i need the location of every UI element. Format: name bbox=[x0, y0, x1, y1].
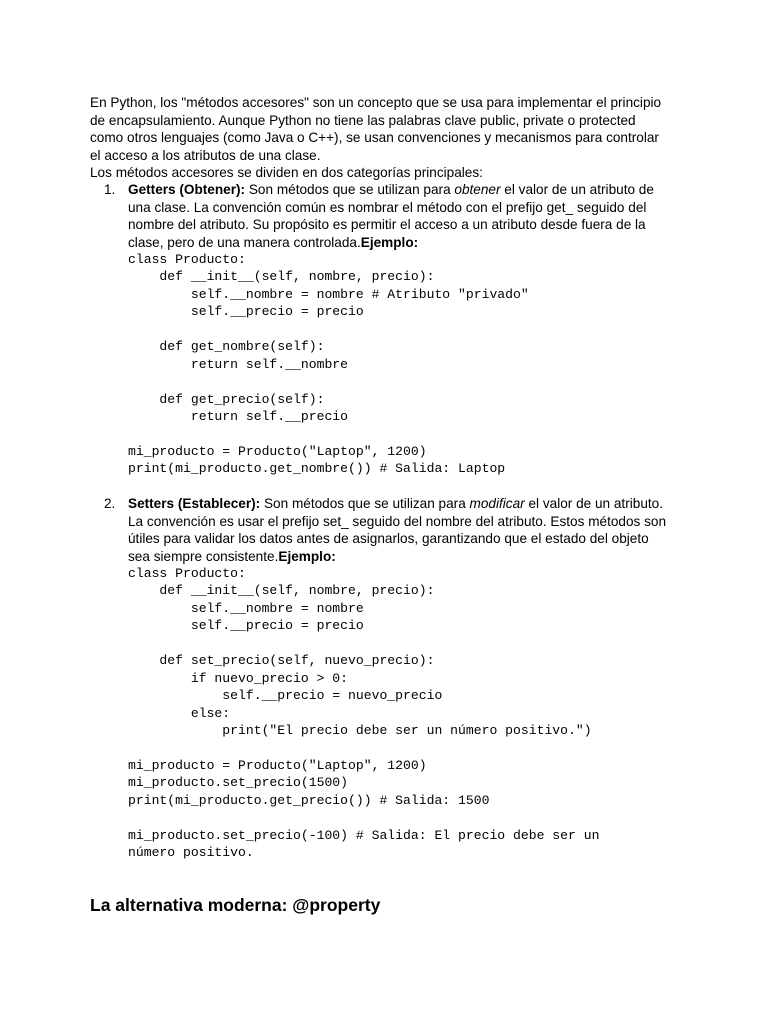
intro-line: como otros lenguajes (como Java o C++), se usan convenciones y mecanismos para controlar bbox=[90, 130, 659, 145]
code-line: class Producto: bbox=[128, 566, 246, 581]
intro-line: En Python, los "métodos accesores" son un concepto que se usa para implementar el principio bbox=[90, 95, 662, 110]
getters-line-4 bbox=[128, 234, 688, 252]
section-heading: La alternativa moderna: @property bbox=[90, 895, 381, 915]
code-line bbox=[128, 426, 529, 443]
code-line bbox=[128, 740, 599, 757]
code-line: print(mi_producto.get_precio()) # Salida: 1500 bbox=[128, 792, 490, 808]
getters-line-1 bbox=[128, 181, 688, 199]
code-line: class Producto: bbox=[128, 252, 246, 267]
code-line: def __init__(self, nombre, precio): bbox=[128, 583, 435, 599]
code-line bbox=[128, 373, 529, 390]
code-line: mi_producto.set_precio(-100) # Salida: El precio debe ser un bbox=[128, 827, 600, 843]
code-line: else: bbox=[128, 705, 231, 721]
intro-line: el acceso a los atributos de una clase. bbox=[90, 147, 321, 163]
code-line bbox=[128, 809, 599, 826]
setters-description bbox=[128, 495, 688, 565]
intro-paragraph bbox=[90, 94, 690, 182]
code-line bbox=[128, 321, 529, 338]
code-line: return self.__nombre bbox=[128, 356, 349, 372]
code-line: self.__precio = precio bbox=[128, 304, 364, 320]
code-line: print(mi_producto.get_nombre()) # Salida: Laptop bbox=[128, 461, 506, 477]
getters-description bbox=[128, 181, 688, 251]
getters-line-3: nombre del atributo. Su propósito es permitir el acceso a un atributo desde fuera de la bbox=[128, 217, 646, 232]
setters-line-4 bbox=[128, 548, 688, 566]
setters-term: Setters (Establecer): bbox=[128, 496, 261, 511]
code-line: mi_producto = Producto("Laptop", 1200) bbox=[128, 443, 427, 459]
setters-line-1 bbox=[128, 495, 688, 513]
setters-line-3: útiles para validar los datos antes de asignarlos, garantizando que el estado del objeto bbox=[128, 531, 649, 546]
getters-code-block bbox=[128, 251, 529, 478]
setters-code-block bbox=[128, 565, 599, 862]
setters-emphasis: modificar bbox=[469, 496, 525, 511]
code-line: print("El precio debe ser un número positivo.") bbox=[128, 723, 592, 739]
setters-text: el valor de un atributo. bbox=[524, 496, 663, 511]
getters-term: Getters (Obtener): bbox=[128, 182, 246, 197]
setters-text: Son métodos que se utilizan para bbox=[260, 496, 470, 511]
code-line: mi_producto = Producto("Laptop", 1200) bbox=[128, 757, 427, 773]
getters-text: Son métodos que se utilizan para bbox=[245, 182, 455, 197]
intro-line: de encapsulamiento. Aunque Python no tiene las palabras clave public, private o protected bbox=[90, 112, 636, 128]
setters-line-2: La convención es usar el prefijo set_ seguido del nombre del atributo. Estos métodos son bbox=[128, 513, 667, 529]
code-line: def set_precio(self, nuevo_precio): bbox=[128, 653, 435, 669]
code-line: self.__precio = precio bbox=[128, 618, 364, 634]
code-line: número positivo. bbox=[128, 845, 254, 861]
getters-text: clase, pero de una manera controlada. bbox=[128, 234, 361, 250]
code-line: def get_nombre(self): bbox=[128, 339, 325, 355]
code-line: mi_producto.set_precio(1500) bbox=[128, 775, 349, 791]
list-number-setters: 2. bbox=[104, 496, 116, 511]
intro-line: Los métodos accesores se dividen en dos categorías principales: bbox=[90, 165, 483, 180]
list-number-getters: 1. bbox=[104, 182, 116, 197]
code-line: if nuevo_precio > 0: bbox=[128, 670, 349, 686]
code-line: self.__nombre = nombre # Atributo "privado" bbox=[128, 286, 529, 302]
getters-line-2: una clase. La convención común es nombrar el método con el prefijo get_ seguido del bbox=[128, 199, 647, 215]
code-line: return self.__precio bbox=[128, 409, 349, 425]
setters-text: sea siempre consistente. bbox=[128, 548, 279, 564]
code-line: def __init__(self, nombre, precio): bbox=[128, 269, 435, 285]
code-line: def get_precio(self): bbox=[128, 391, 325, 407]
getters-text: el valor de un atributo de bbox=[500, 182, 654, 197]
code-line bbox=[128, 635, 599, 652]
getters-example-label: Ejemplo: bbox=[360, 234, 419, 250]
getters-emphasis: obtener bbox=[454, 182, 501, 197]
code-line: self.__nombre = nombre bbox=[128, 600, 364, 616]
setters-example-label: Ejemplo: bbox=[278, 548, 336, 564]
code-line: self.__precio = nuevo_precio bbox=[128, 688, 443, 704]
